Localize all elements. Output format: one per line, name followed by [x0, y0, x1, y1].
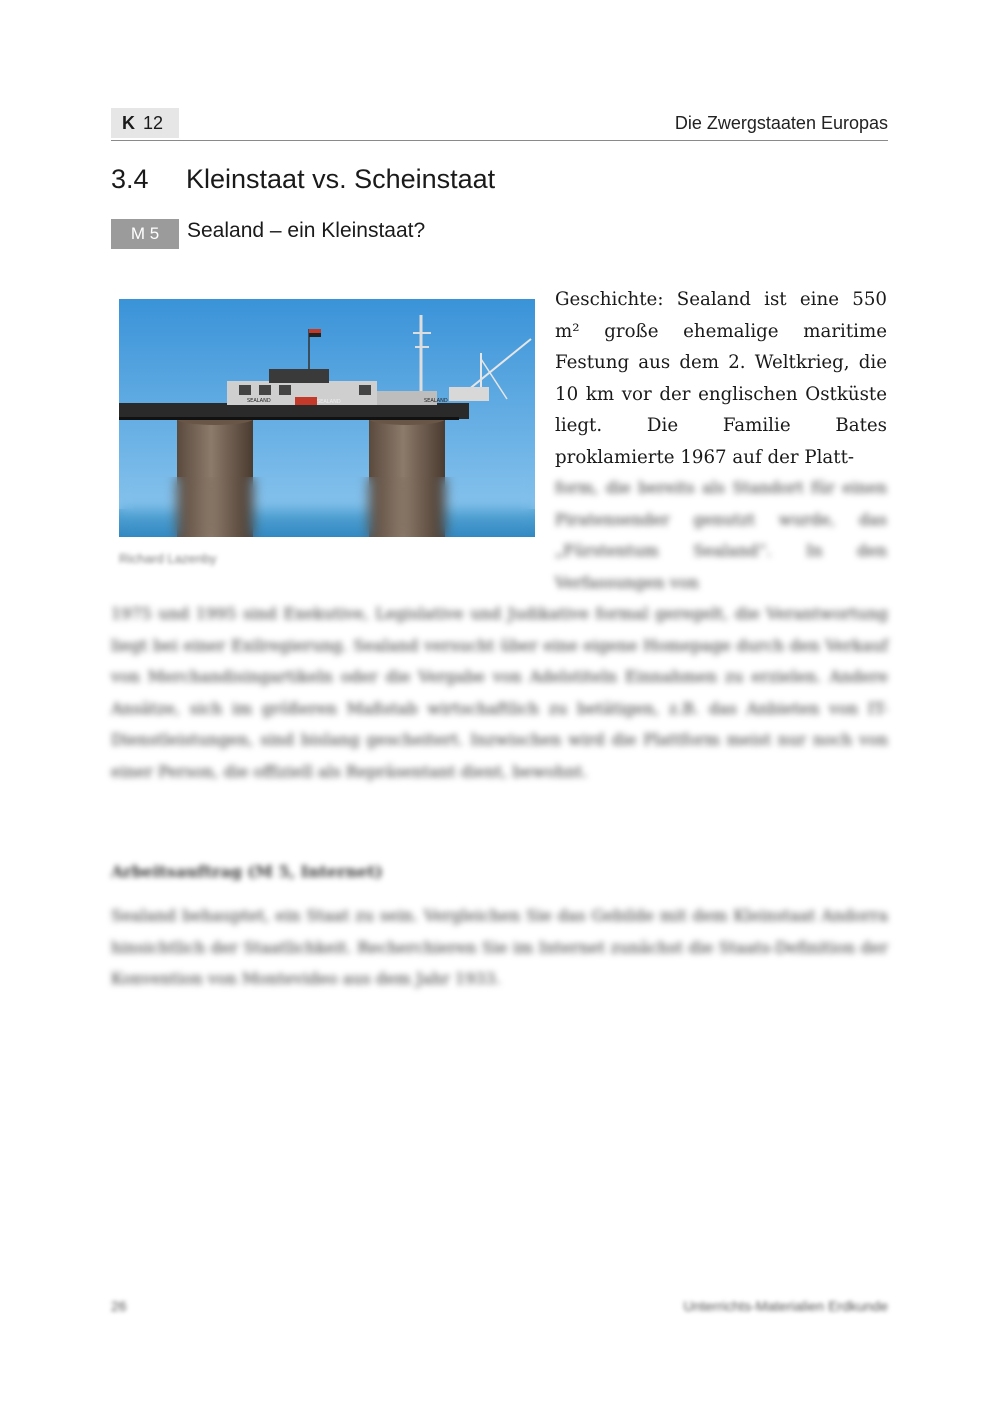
history-paragraph-continued: form, die bereits als Standort für einen Piratensender genutzt wurde, das „Fürstentum Sealand“. In den Verfassungen von — [555, 478, 887, 592]
page-header — [111, 108, 888, 141]
photo-credit: Richard Lazenby — [119, 551, 217, 566]
chapter-code-letter: K — [122, 112, 135, 133]
section-heading — [111, 164, 495, 195]
task-text: Sealand behauptet, ein Staat zu sein. Vergleichen Sie das Gebilde mit dem Kleinstaat Andorra hinsichtlich der Staatlichkeit. Recherchieren Sie im Internet zunächst die Staats-Definition der Konvention von Montevideo aus dem Jahr 1933. — [111, 906, 888, 988]
page-number: 26 — [111, 1298, 127, 1314]
material-title: Sealand – ein Kleinstaat? — [187, 219, 426, 242]
chapter-code-badge — [111, 108, 179, 138]
deck-sign-middle: SEALAND — [317, 399, 341, 405]
task-heading: Arbeitsauftrag (M 5, Internet) — [111, 862, 383, 881]
chapter-code-number: 12 — [143, 112, 164, 133]
deck-sign-left: SEALAND — [247, 398, 271, 404]
sealand-photo — [119, 299, 535, 537]
deck-sign-right: SEALAND — [424, 398, 448, 404]
chapter-title: Die Zwergstaaten Europas — [674, 113, 888, 133]
section-number: 3.4 — [111, 164, 149, 194]
section-title: Kleinstaat vs. Scheinstaat — [186, 164, 496, 194]
photo-blurred-area — [119, 477, 535, 537]
history-paragraph-full-width: 1975 und 1995 sind Exekutive, Legislative und Judikative formal geregelt, die Verantwortung liegt bei einer Exilregierung. Sealand versucht über eine eigene Homepage durch den Verkauf von Merchandisingartikeln oder die Vergabe von Adelstiteln Einnahmen zu erzielen. Andere Ansätze, sich im größeren Maßstab wirtschaftlich zu betätigen, z.B. das Anbieten von IT-Dienstleistungen, sind bislang gescheitert. Inzwischen wird die Plattform meist nur noch von einer Person, die offiziell als Repräsentant dient, bewohnt. — [111, 604, 888, 781]
material-badge: M 5 — [111, 219, 179, 249]
history-paragraph: Geschichte: Sealand ist eine 550 m² große ehemalige maritime Festung aus dem 2. Weltkrieg, die 10 km vor der englischen Ostküste liegt. Die Familie Bates proklamierte 1967 auf der Platt- — [555, 289, 887, 468]
publisher-line: Unterrichts-Materialien Erdkunde — [683, 1298, 888, 1314]
